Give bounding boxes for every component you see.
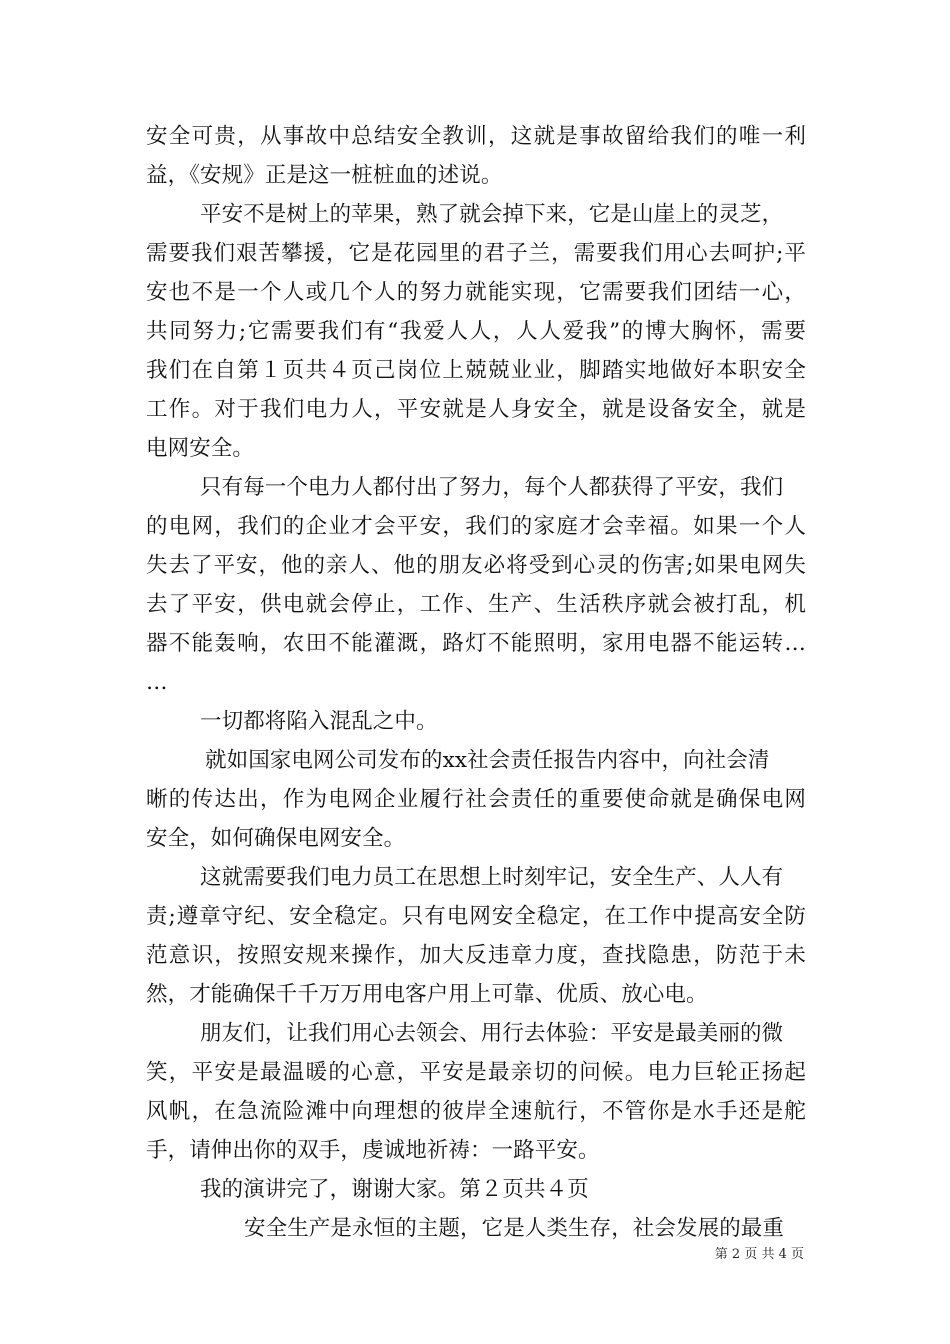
text-line: 需要我们艰苦攀援，它是花园里的君子兰，需要我们用心去呵护;平 [146,241,806,266]
text-line: 笑，平安是最温暖的心意，平安是最亲切的问候。电力巨轮正扬起 [146,1060,806,1085]
text-line: 安全可贵，从事故中总结安全教训，这就是事故留给我们的唯一利 [146,124,806,149]
text-line: 然，才能确保千千万万用电客户用上可靠、优质、放心电。 [146,982,708,1007]
text-line: 电网安全。 [146,436,255,461]
text-line: 只有每一个电力人都付出了努力，每个人都获得了平安，我们 [200,475,784,500]
text-line: 安全生产是永恒的主题，它是人类生存，社会发展的最重 [244,1216,785,1241]
text-line: … [146,670,168,695]
text-line: 平安不是树上的苹果，熟了就会掉下来，它是山崖上的灵芝， [200,202,784,227]
text-line: 共同努力;它需要我们有“我爱人人，人人爱我”的博大胸怀，需要 [146,319,806,344]
text-line: 这就需要我们电力员工在思想上时刻牢记，安全生产、人人有 [200,865,784,890]
text-line: 去了平安，供电就会停止，工作、生产、生活秩序就会被打乱，机 [146,592,806,617]
text-line: 范意识，按照安规来操作，加大反违章力度，查找隐患，防范于未 [146,943,806,968]
text-line: 风帆，在急流险滩中向理想的彼岸全速航行，不管你是水手还是舵 [146,1099,806,1124]
text-line: 我们在自第１页共４页己岗位上兢兢业业，脚踏实地做好本职安全 [146,358,806,383]
text-line: 我的演讲完了，谢谢大家。第２页共４页 [200,1177,589,1202]
text-line: 安全，如何确保电网安全。 [146,826,406,851]
text-line: 晰的传达出，作为电网企业履行社会责任的重要使命就是确保电网 [146,787,806,812]
text-line: 器不能轰响，农田不能灌溉，路灯不能照明，家用电器不能运转… [146,631,806,656]
text-line: 益，《安规》正是这一桩桩血的述说。 [146,163,503,188]
page-footer: 第 2 页 共 4 页 [714,1247,804,1262]
text-line: 一切都将陷入混乱之中。 [200,709,438,734]
text-line: 工作。对于我们电力人，平安就是人身安全，就是设备安全，就是 [146,397,806,422]
text-line: 手，请伸出你的双手，虔诚地祈祷：一路平安。 [146,1138,600,1163]
text-line: 就如国家电网公司发布的xx社会责任报告内容中，向社会清 [205,748,770,773]
text-line: 责;遵章守纪、安全稳定。只有电网安全稳定，在工作中提高安全防 [146,904,806,929]
text-line: 朋友们，让我们用心去领会、用行去体验：平安是最美丽的微 [200,1021,784,1046]
text-line: 安也不是一个人或几个人的努力就能实现，它需要我们团结一心， [146,280,806,305]
text-line: 的电网，我们的企业才会平安，我们的家庭才会幸福。如果一个人 [146,514,806,539]
text-line: 失去了平安，他的亲人、他的朋友必将受到心灵的伤害;如果电网失 [146,553,806,578]
